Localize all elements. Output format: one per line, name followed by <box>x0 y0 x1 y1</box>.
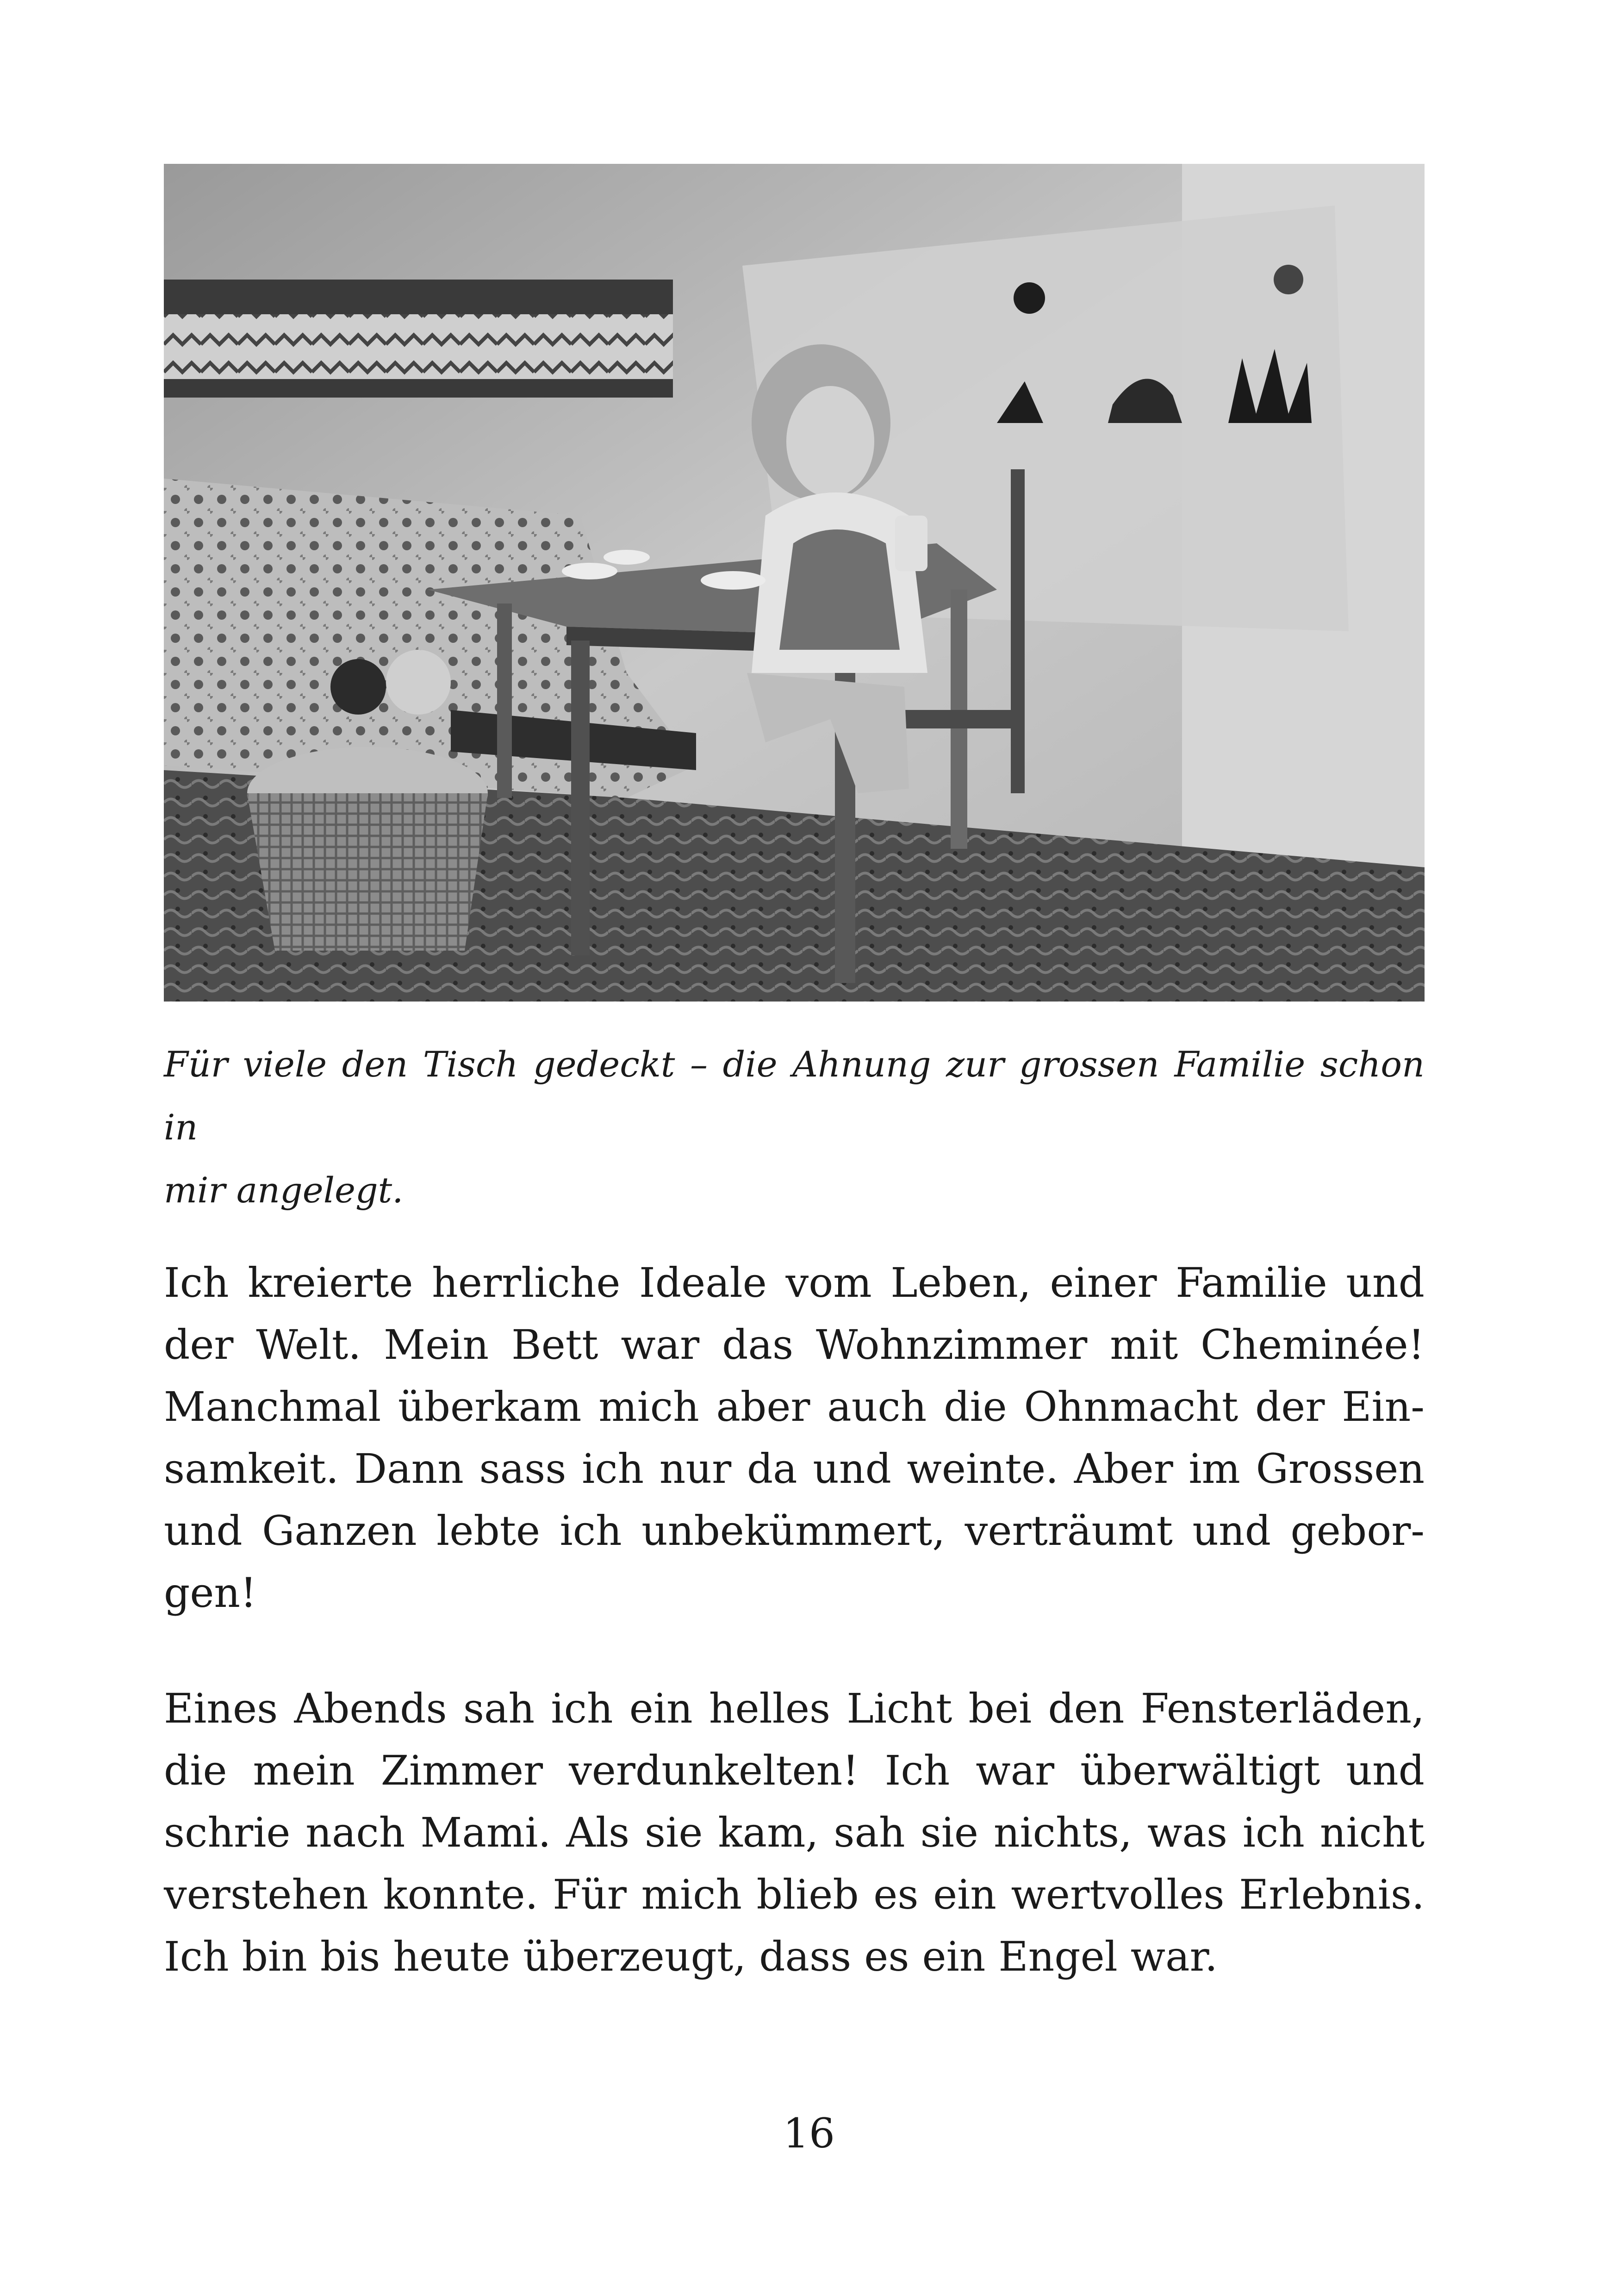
text-line: verstehen konnte. Für mich blieb es ein wertvolles Erlebnis. <box>164 1871 1425 1918</box>
caption-line-2: mir angelegt. <box>164 1170 404 1211</box>
page-number: 16 <box>783 2109 835 2157</box>
text-line: Eines Abends sah ich ein helles Licht bei den Fensterläden, <box>164 1685 1425 1732</box>
black-and-white-photo <box>164 164 1425 1002</box>
text-line: der Welt. Mein Bett war das Wohnzimmer mit Cheminée! <box>164 1321 1425 1369</box>
text-line: und Ganzen lebte ich unbekümmert, verträumt und gebor- <box>164 1507 1425 1555</box>
photo-caption <box>164 1033 1425 1222</box>
text-line: Ich kreierte herrliche Ideale vom Leben, einer Familie und <box>164 1259 1425 1307</box>
text-line: gen! <box>164 1569 257 1617</box>
text-line: Manchmal überkam mich aber auch die Ohnmacht der Ein- <box>164 1383 1425 1431</box>
photo-illustration <box>164 164 1425 1002</box>
paragraph-2 <box>164 1678 1425 1988</box>
text-line: samkeit. Dann sass ich nur da und weinte. Aber im Grossen <box>164 1445 1425 1493</box>
text-line: Ich bin bis heute überzeugt, dass es ein Engel war. <box>164 1933 1218 1980</box>
caption-line-1: Für viele den Tisch gedeckt – die Ahnung zur grossen Familie schon in <box>164 1044 1425 1148</box>
paragraph-1 <box>164 1252 1425 1624</box>
text-line: schrie nach Mami. Als sie kam, sah sie nichts, was ich nicht <box>164 1809 1425 1856</box>
text-line: die mein Zimmer verdunkelten! Ich war überwältigt und <box>164 1747 1425 1794</box>
